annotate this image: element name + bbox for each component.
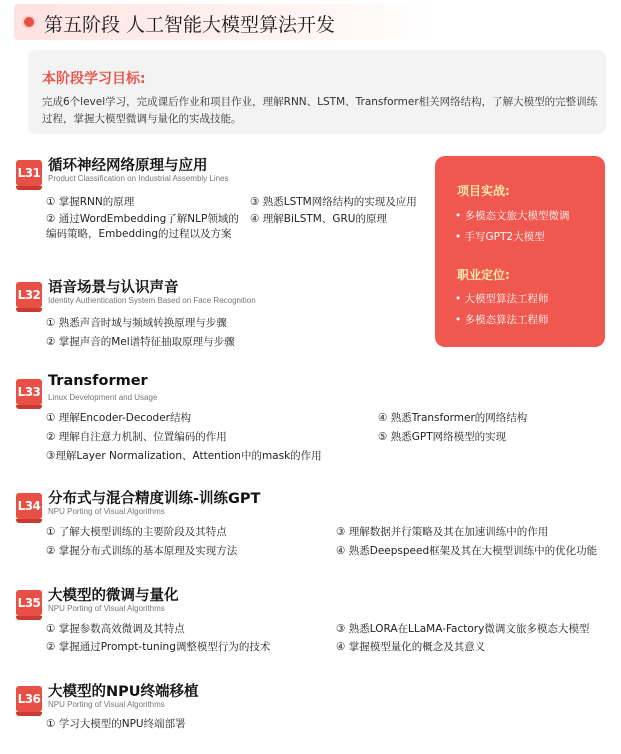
- lesson-item: ① 了解大模型训练的主要阶段及其特点: [46, 526, 227, 538]
- project-title: 项目实战:: [457, 184, 510, 198]
- lesson-badge: L34: [16, 493, 42, 519]
- career-title: 职业定位:: [457, 268, 510, 282]
- lesson-item: ③ 理解数据并行策略及其在加速训练中的作用: [336, 526, 549, 538]
- lesson-item: ② 掌握通过Prompt-tuning调整模型行为的技术: [46, 641, 271, 653]
- lesson-subtitle: Product Classification on Industrial Assembly Lines: [48, 174, 229, 183]
- lesson-item: ④ 熟悉Transformer的网络结构: [378, 412, 528, 424]
- lesson-item: ① 学习大模型的NPU终端部署: [46, 718, 186, 730]
- project-item: • 手写GPT2大模型: [455, 231, 545, 243]
- lesson-item: ② 掌握声音的Mel谱特征抽取原理与步骤: [46, 336, 235, 348]
- lesson-badge: L31: [16, 160, 42, 186]
- lesson-subtitle: NPU Porting of Visual Algorithms: [48, 700, 165, 709]
- lesson-item: ① 掌握RNN的原理: [46, 196, 135, 208]
- lesson-title: 语音场景与认识声音: [48, 280, 179, 296]
- lesson-title: 大模型的微调与量化: [48, 588, 179, 604]
- lesson-title: 大模型的NPU终端移植: [48, 684, 199, 700]
- goal-text: 完成6个level学习，完成课后作业和项目作业，理解RNN、LSTM、Transformer相关网络结构，了解大模型的完整训练过程，掌握大模型微调与量化的实战技能。: [42, 96, 598, 125]
- goal-box: [28, 50, 606, 134]
- lesson-item: ④ 理解BiLSTM、GRU的原理: [250, 213, 387, 225]
- lesson-badge: L36: [16, 686, 42, 712]
- lesson-subtitle: Linux Development and Usage: [48, 393, 158, 402]
- project-item: • 多模态文旅大模型微调: [455, 210, 570, 222]
- lesson-item: ④ 掌握模型量化的概念及其意义: [336, 641, 486, 653]
- lesson-item: ② 掌握分布式训练的基本原理及实现方法: [46, 545, 238, 557]
- bullet-dot-icon: [24, 17, 34, 27]
- lesson-subtitle: Identity Authentication System Based on Face Recognition: [48, 296, 256, 305]
- career-item: • 大模型算法工程师: [455, 293, 549, 305]
- lesson-item: ② 理解自注意力机制、位置编码的作用: [46, 431, 227, 443]
- lesson-badge: L32: [16, 282, 42, 308]
- lesson-item: ③理解Layer Normalization、Attention中的mask的作用: [46, 450, 322, 462]
- lesson-title: 循环神经网络原理与应用: [48, 158, 208, 174]
- lesson-badge: L33: [16, 379, 42, 405]
- lesson-item: ④ 熟悉Deepspeed框架及其在大模型训练中的优化功能: [336, 545, 598, 557]
- stage-header: [14, 4, 434, 40]
- stage-title: 第五阶段 人工智能大模型算法开发: [44, 14, 336, 36]
- lesson-item: ② 通过WordEmbedding了解NLP领域的编码策略，Embedding的过程以及方案: [46, 213, 239, 240]
- lesson-item: ③ 熟悉LORA在LLaMA-Factory微调文旅多模态大模型: [336, 623, 590, 635]
- lesson-item: ① 掌握参数高效微调及其特点: [46, 623, 185, 635]
- lesson-title: 分布式与混合精度训练-训练GPT: [48, 491, 261, 507]
- lesson-item: ① 熟悉声音时域与频域转换原理与步骤: [46, 317, 227, 329]
- lesson-item: ① 理解Encoder-Decoder结构: [46, 412, 191, 424]
- lesson-badge: L35: [16, 590, 42, 616]
- lesson-subtitle: NPU Porting of Visual Algorithms: [48, 507, 165, 516]
- lesson-item: ⑤ 熟悉GPT网络模型的实现: [378, 431, 507, 443]
- lesson-subtitle: NPU Porting of Visual Algorithms: [48, 604, 165, 613]
- lesson-item: ③ 熟悉LSTM网络结构的实现及应用: [250, 196, 417, 208]
- lesson-title: Transformer: [48, 373, 148, 389]
- career-item: • 多模态算法工程师: [455, 314, 549, 326]
- goal-title: 本阶段学习目标:: [42, 71, 146, 87]
- project-career-card: [435, 156, 605, 347]
